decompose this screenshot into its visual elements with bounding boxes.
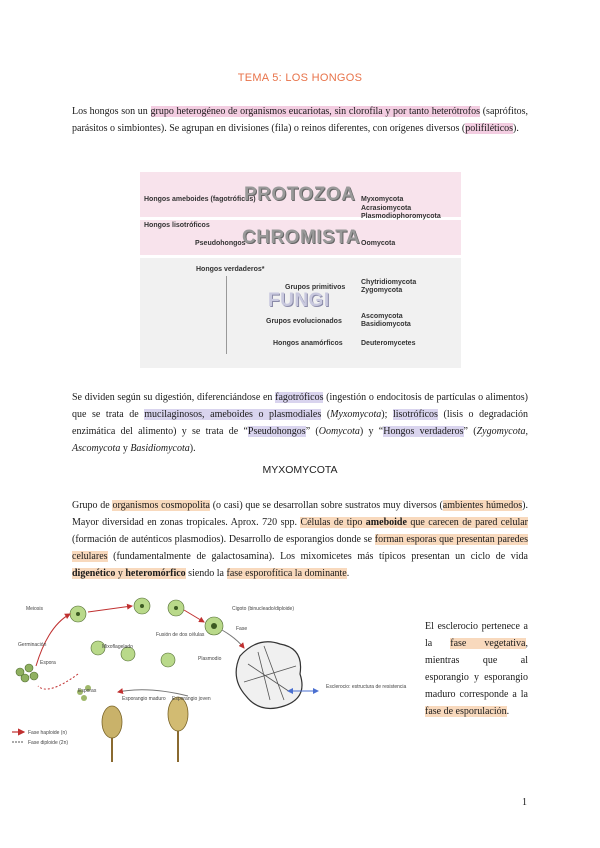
highlight: mucilaginosos, ameboides o plasmodiales [144, 409, 322, 420]
label-sclerotium: Esclerocio: estructura de resistencia [326, 684, 407, 690]
protozoa-item: Myxomycota [361, 196, 404, 203]
fungi-item: Deuteromycetes [361, 340, 416, 347]
intro-text: (saprófitos, parásitos o simbiontes). Se agrupan en divisiones (fila) o reinos diferentes, con orígenes diversos ( [72, 106, 528, 134]
chromista-kingdom: CHROMISTA [242, 227, 361, 248]
text: y [120, 443, 131, 454]
highlight: organismos cosmopolita [112, 500, 210, 511]
text: (lisis o degradación enzimática del alimento) y se trata de “ [72, 409, 528, 437]
fungi-row-label: Hongos anamórficos [273, 340, 343, 347]
chromista-group-label: Hongos lisotróficos [144, 222, 210, 229]
intro-text: Los hongos son un [72, 106, 151, 117]
fungi-band [140, 258, 461, 368]
highlight: fase esporofítica la dominante [226, 568, 347, 579]
cycle-arrow [36, 614, 70, 666]
chromista-sub-label: Pseudohongos [195, 240, 246, 247]
myxomycota-paragraph [72, 497, 528, 582]
highlight: que carecen de pared celular [406, 517, 528, 528]
fungi-item: Ascomycota [361, 313, 403, 320]
highlight-bold: digenético [72, 568, 116, 579]
intro-highlight: grupo heterogéneo de organismos eucariotas, sin clorofila y por tanto heterótrofos [150, 106, 481, 117]
text: Grupo de [72, 500, 113, 511]
text: ); [381, 409, 393, 420]
label-mature-sporangium: Esporangio maduro [122, 696, 166, 702]
side-note [425, 618, 528, 720]
cycle-arrow [184, 610, 204, 622]
life-cycle-diagram [8, 596, 408, 766]
highlight: fase vegetativa [450, 638, 526, 649]
taxon: Oomycota [318, 426, 360, 437]
fungi-kingdom: FUNGI [268, 290, 330, 311]
fungi-item: Zygomycota [361, 287, 403, 294]
protozoa-item: Plasmodiophoromycota [361, 213, 441, 220]
label-myxoflagellate: Mixoflagelado [102, 644, 133, 650]
highlight: Células de tipo [300, 517, 366, 528]
cycle-arrow [222, 630, 244, 648]
fungi-item: Chytridiomycota [361, 279, 417, 286]
protozoa-item: Acrasiomycota [361, 205, 412, 212]
fungi-item: Basidiomycota [361, 321, 411, 328]
fungi-row-label: Grupos evolucionados [266, 318, 342, 325]
label-meiosis: Meiosis [26, 606, 43, 612]
label-fusion: Fusión de dos células [156, 632, 205, 638]
text: (formación de auténticos plasmodios). Desarrollo de esporangios donde se [72, 534, 375, 545]
text: Se dividen según su digestión, diferenciándose en [72, 392, 276, 403]
highlight: y [115, 568, 126, 579]
label-spores: Esporas [78, 688, 97, 694]
chromista-item: Oomycota [361, 240, 396, 247]
highlight-bold: heteromórfico [125, 568, 186, 579]
fungi-row-label: Grupos primitivos [285, 284, 346, 291]
text: ). Mayor diversidad en zonas tropicales. Aprox. 720 spp. [72, 500, 529, 528]
text: siendo la [185, 568, 227, 579]
page-number: 1 [522, 797, 527, 808]
highlight: fagotróficos [275, 392, 324, 403]
label-phase: Fase [236, 626, 248, 632]
highlight: forman esporas que presentan paredes celulares [72, 534, 528, 562]
text: ” ( [463, 426, 477, 437]
cycle-arrow [38, 674, 78, 689]
label-zygote: Cigoto (binucleado/diploide) [232, 606, 294, 612]
highlight-bold: ameboide [365, 517, 407, 528]
cycle-legend [12, 730, 68, 746]
text: , mientras que al esporangio y esporangio maduro corresponde a la [425, 638, 528, 700]
taxon: Zygomycota, Ascomycota [72, 426, 528, 454]
highlight: Hongos verdaderos [383, 426, 464, 437]
intro-text: ). [513, 123, 519, 134]
label-spore: Espora [40, 660, 56, 666]
spore-cluster [16, 664, 38, 682]
text: ). [189, 443, 196, 454]
fungi-group-label: Hongos verdaderos* [196, 266, 265, 273]
text: (o casi) que se desarrollan sobre sustratos muy diversos ( [210, 500, 443, 511]
taxon: Myxomycota [330, 409, 382, 420]
classification-figure [140, 172, 461, 368]
text: (fundamentalmente de galactosamina). Los mixomicetes más típicos presentan un ciclo de vida [107, 551, 528, 562]
section-heading: MYXOMYCOTA [262, 464, 338, 476]
protozoa-kingdom: PROTOZOA [244, 184, 356, 205]
text: . [506, 706, 510, 717]
text: ( [321, 409, 331, 420]
text: ) y “ [359, 426, 384, 437]
legend-diploid: Fase diploide (2n) [28, 740, 69, 746]
taxon: Basidiomycota [130, 443, 190, 454]
highlight: Pseudohongos [247, 426, 306, 437]
fungi-bracket-line [226, 276, 227, 354]
protozoa-group-label: Hongos ameboides (fagotróficos) [144, 196, 256, 203]
highlight: lisotróficos [392, 409, 438, 420]
text: ” ( [305, 426, 319, 437]
label-germination: Germinación [18, 642, 47, 648]
intro-paragraph [72, 103, 528, 137]
digestion-paragraph [72, 389, 528, 457]
label-young-sporangium: Esporangio joven [172, 696, 211, 702]
text: El esclerocio pertenece a la [425, 621, 528, 649]
legend-haploid: Fase haploide (n) [28, 730, 67, 736]
plasmodium [236, 642, 302, 709]
intro-highlight: polifiléticos [465, 123, 514, 134]
highlight: fase de esporulación [425, 706, 507, 717]
cycle-arrow [88, 606, 132, 612]
highlight: ambientes húmedos [442, 500, 523, 511]
page-title: TEMA 5: LOS HONGOS [237, 72, 363, 84]
label-plasmodium: Plasmodio [198, 656, 222, 662]
text: . [346, 568, 350, 579]
text: (ingestión o endocitosis de partículas o alimentos) que se trata de [72, 392, 528, 420]
